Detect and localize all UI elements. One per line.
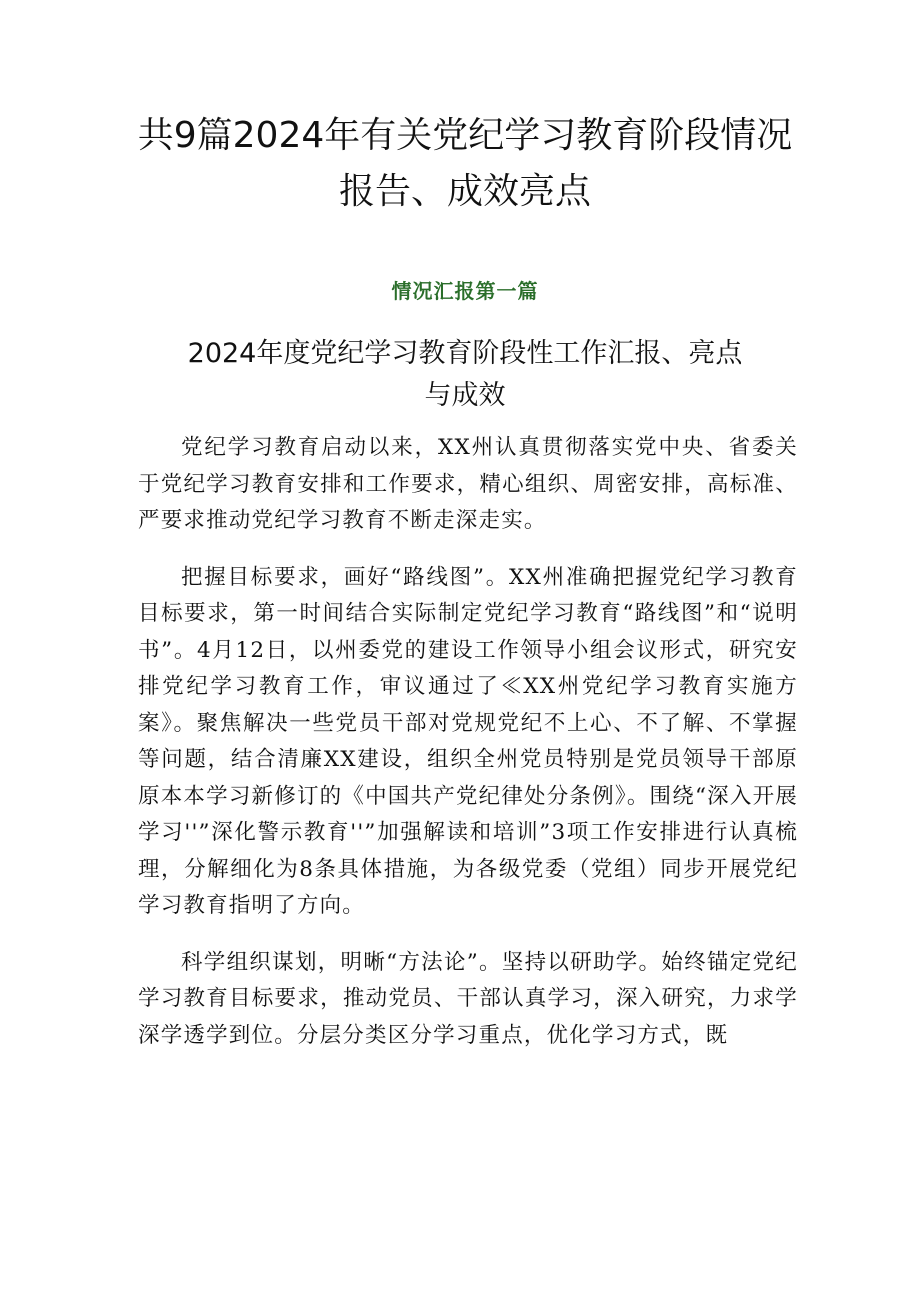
article-title	[120, 333, 810, 417]
body-paragraph-3: 科学组织谋划，明晰“方法论”。坚持以研助学。始终锚定党纪学习教育目标要求，推动党员、干部认真学习，深入研究，力求学深学透学到位。分层分类区分学习重点，优化学习方式，既	[138, 949, 798, 1048]
article-body	[138, 430, 798, 1074]
document-title-line-2: 报告、成效亮点	[338, 171, 591, 212]
body-paragraph-1: 党纪学习教育启动以来，XX州认真贯彻落实党中央、省委关于党纪学习教育安排和工作要求，精心组织、周密安排，高标准、严要求推动党纪学习教育不断走深走实。	[138, 435, 798, 533]
article-title-line-2: 与成效	[424, 380, 506, 411]
body-paragraph-2: 把握目标要求，画好“路线图”。XX州准确把握党纪学习教育目标要求，第一时间结合实际制定党纪学习教育“路线图”和“说明书”。4月12日，以州委党的建设工作领导小组会议形式，研究安排党纪学习教育工作，审议通过了≪XX州党纪学习教育实施方案》。聚焦解决一些党员干部对党规党纪不上心、不了解、不掌握等问题，结合清廉XX建设，组织全州党员特别是党员领导干部原原本本学习新修订的《中国共产党纪律处分条例》。围绕“深入开展学习''”深化警示教育''”加强解读和培训”3项工作安排进行认真梳理，分解细化为8条具体措施，为各级党委（党组）同步开展党纪学习教育指明了方向。	[138, 564, 798, 918]
document-title-line-1: 共9篇2024年有关党纪学习教育阶段情况	[137, 115, 793, 156]
section-label: 情况汇报第一篇	[391, 279, 539, 303]
article-title-line-1: 2024年度党纪学习教育阶段性工作汇报、亮点	[187, 338, 743, 369]
document-title	[120, 108, 810, 220]
